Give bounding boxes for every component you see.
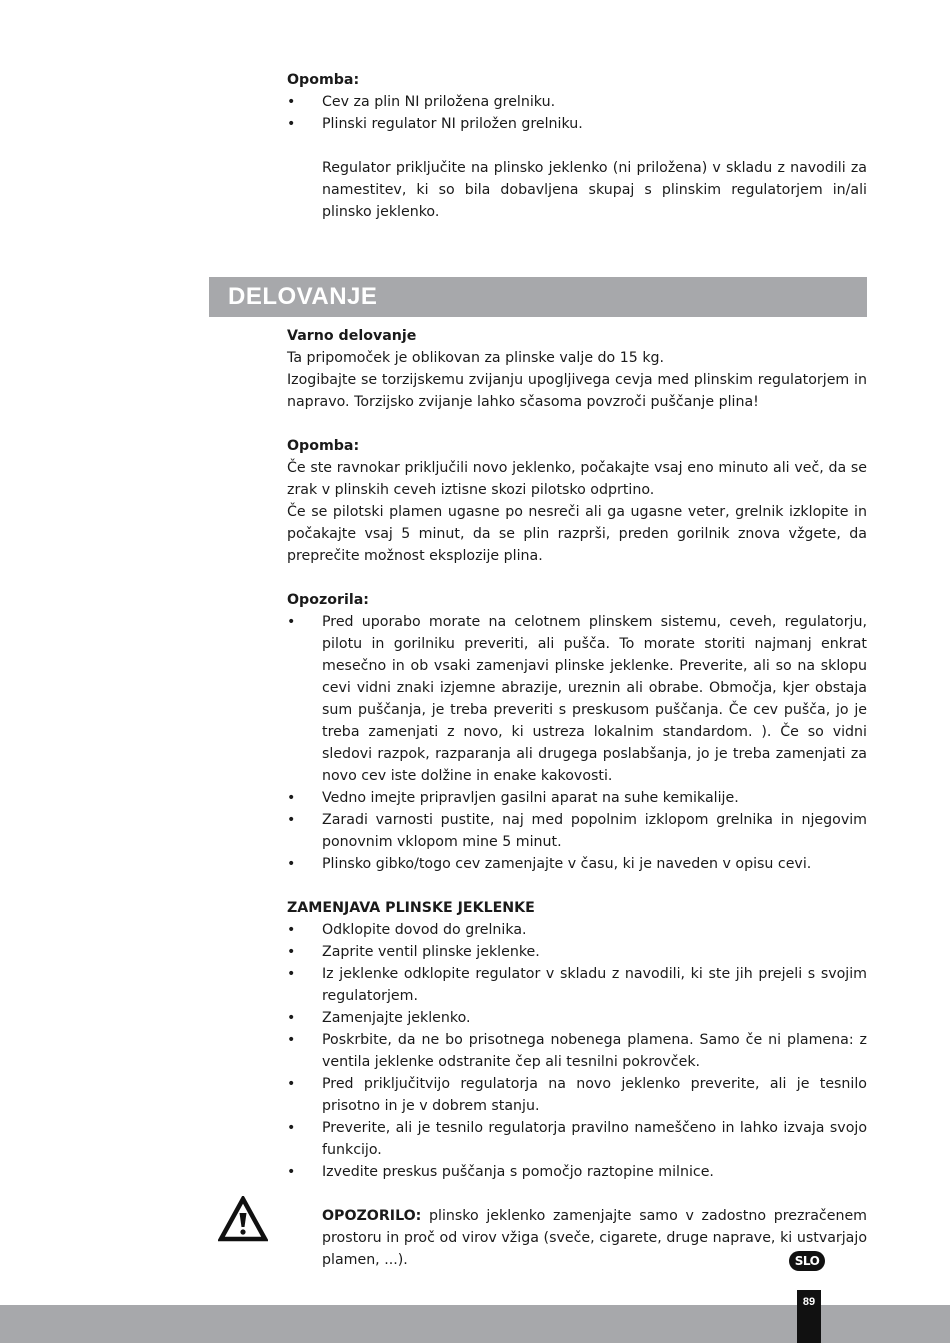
list-item: • Zamenjajte jeklenko.	[287, 1007, 867, 1029]
safe-operation-line: Ta pripomoček je oblikovan za plinske valje do 15 kg.	[287, 350, 665, 366]
list-item: • Iz jeklenke odklopite regulator v skladu z navodili, ki ste jih prejeli s svojim regulatorjem.	[287, 963, 867, 1007]
language-badge: SLO	[789, 1251, 825, 1271]
section-title: DELOVANJE	[228, 283, 378, 310]
list-item: • Zaprite ventil plinske jeklenke.	[287, 941, 867, 963]
list-item: • Pred uporabo morate na celotnem plinskem sistemu, ceveh, regulatorju, pilotu in gorilniku preveriti, ali pušča. To morate storiti najmanj enkrat mesečno in ob vsaki zamenjavi plinske jeklenke. Preverite, ali so na sklopu cevi vidni znaki izjemne abrazije, ureznin ali obrabe. Območja, kjer obstaja sum puščanja, je treba preveriti s preskusom puščanja. Če cev pušča, jo je treba zamenjati z novo, ki ustreza lokalnim standardom. ). Če so vidni sledovi razpok, razparanja ali drugega poslabšanja, jo je treba zamenjati za novo cev iste dolžine in enake kakovosti.	[287, 611, 867, 787]
list-item: • Zaradi varnosti pustite, naj med popolnim izklopom grelnika in njegovim ponovnim vklopom mine 5 minut.	[287, 809, 867, 853]
replacement-list	[287, 919, 867, 1183]
list-item: • Preverite, ali je tesnilo regulatorja pravilno nameščeno in lahko izvaja svojo funkcijo.	[287, 1117, 867, 1161]
list-item: • Poskrbite, da ne bo prisotnega nobenega plamena. Samo če ni plamena: z ventila jeklenke odstranite čep ali tesnilni pokrovček.	[287, 1029, 867, 1073]
list-item: • Odklopite dovod do grelnika.	[287, 919, 867, 941]
warnings-title: Opozorila:	[287, 592, 369, 608]
intro-note-title: Opomba:	[287, 72, 360, 88]
safe-operation-title: Varno delovanje	[287, 328, 417, 344]
intro-paragraph: Regulator priključite na plinsko jeklenko (ni priložena) v skladu z navodili za namestitev, ki so bila dobavljena skupaj s plinskim regulatorjem in/ali plinsko jeklenko.	[322, 160, 867, 220]
list-item: • Izvedite preskus puščanja s pomočjo raztopine milnice.	[287, 1161, 867, 1183]
warnings-list	[287, 611, 867, 875]
list-item: • Pred priključitvijo regulatorja na novo jeklenko preverite, ali je tesnilo prisotno in je v dobrem stanju.	[287, 1073, 867, 1117]
note2-line: Če ste ravnokar priključili novo jeklenko, počakajte vsaj eno minuto ali več, da se zrak v plinskih ceveh iztisne skozi pilotsko odprtino.	[287, 460, 867, 498]
list-item: • Vedno imejte pripravljen gasilni aparat na suhe kemikalije.	[287, 787, 867, 809]
note2-line: Če se pilotski plamen ugasne po nesreči ali ga ugasne veter, grelnik izklopite in počakajte vsaj 5 minut, da se plin razprši, preden gorilnik znova vžgete, da preprečite možnost eksplozije plina.	[287, 504, 867, 564]
caution-paragraph	[287, 1205, 867, 1271]
replacement-title: ZAMENJAVA PLINSKE JEKLENKE	[287, 900, 535, 916]
warning-triangle-icon	[218, 1196, 268, 1242]
caution-label: OPOZORILO:	[322, 1208, 422, 1224]
section-header-band	[209, 277, 867, 317]
safe-operation-line: Izogibajte se torzijskemu zvijanju upogljivega cevja med plinskim regulatorjem in napravo. Torzijsko zvijanje lahko sčasoma povzroči puščanje plina!	[287, 372, 867, 410]
list-item: • Plinsko gibko/togo cev zamenjajte v času, ki je naveden v opisu cevi.	[287, 853, 867, 875]
page-number: 89	[797, 1290, 821, 1343]
note2-title: Opomba:	[287, 438, 360, 454]
operation-content	[287, 325, 867, 1271]
intro-bullet-list	[287, 91, 867, 135]
intro-note	[287, 69, 867, 223]
list-item: • Cev za plin NI priložena grelniku.	[287, 91, 867, 113]
caution-text: plinsko jeklenko zamenjajte samo v zadostno prezračenem prostoru in proč od virov vžiga (sveče, cigarete, druge naprave, ki ustvarjajo plamen, ...).	[322, 1208, 867, 1268]
list-item: • Plinski regulator NI priložen grelniku.	[287, 113, 867, 135]
